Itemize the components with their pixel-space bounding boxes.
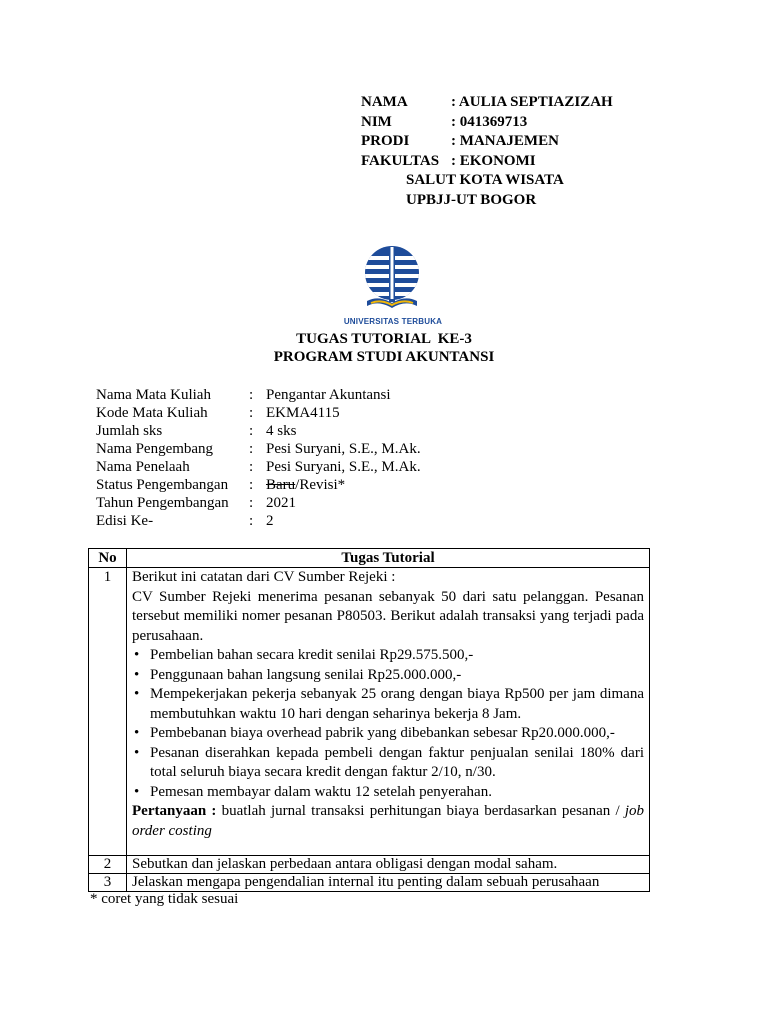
list-item: • Penggunaan bahan langsung senilai Rp25.000.000,- [132, 666, 644, 686]
program-title: PROGRAM STUDI AKUNTANSI [273, 349, 495, 365]
info-row [96, 440, 421, 458]
table-header-row [89, 549, 650, 568]
student-label: NAMA [361, 94, 408, 110]
course-info [96, 386, 421, 530]
info-row [96, 422, 421, 440]
student-label: FAKULTAS [361, 152, 440, 169]
task-table [88, 548, 650, 892]
tutorial-title: TUGAS TUTORIAL KE-3 [296, 331, 472, 347]
info-value: Pengantar Akuntansi [266, 387, 391, 403]
task-text: Sebutkan dan jelaskan perbedaan antara obligasi dengan modal saham. [127, 856, 650, 874]
student-row-fakultas [361, 152, 613, 172]
info-label: Status Pengembangan [96, 477, 229, 493]
info-value: Pesi Suryani, S.E., M.Ak. [266, 441, 421, 457]
task-intro: Berikut ini catatan dari CV Sumber Rejeki : [132, 569, 396, 585]
info-label: Nama Penelaah [96, 459, 190, 475]
question-text: buatlah jurnal transaksi perhitungan biaya berdasarkan pesanan / [216, 803, 625, 819]
student-label: PRODI [361, 133, 410, 149]
task-paragraph: CV Sumber Rejeki menerima pesanan sebanyak 50 dari satu pelanggan. Pesanan tersebut memiliki nomer pesanan P80503. Berikut adalah transaksi yang terjadi pada perusahaan. [132, 588, 644, 644]
info-colon: : [249, 513, 254, 529]
student-value: : EKONOMI [451, 152, 536, 169]
info-value: EKMA4115 [266, 405, 340, 421]
info-value: 4 sks [266, 423, 297, 439]
info-label: Kode Mata Kuliah [96, 405, 208, 421]
question [132, 802, 644, 841]
table-row [89, 568, 650, 856]
header-no: No [89, 549, 127, 568]
info-label: Nama Mata Kuliah [96, 387, 211, 403]
table-row [89, 874, 650, 892]
struck-value: Baru [266, 477, 296, 493]
info-colon: : [249, 495, 254, 511]
info-colon: : [249, 441, 254, 457]
info-row [96, 476, 421, 494]
question-label: Pertanyaan : [132, 803, 217, 819]
info-row [96, 494, 421, 512]
info-colon: : [249, 423, 254, 439]
list-item: • Pemesan membayar dalam waktu 12 setelah penyerahan. [132, 783, 644, 803]
upbjj-line: UPBJJ-UT BOGOR [406, 191, 537, 208]
task-text: Jelaskan mengapa pengendalian internal itu penting dalam sebuah perusahaan [127, 874, 650, 892]
task-number: 1 [89, 568, 127, 856]
info-colon: : [249, 459, 254, 475]
info-colon: : [249, 477, 254, 493]
info-row [96, 512, 421, 530]
logo-caption: UNIVERSITAS TERBUKA [343, 317, 443, 326]
list-item: • Pembebanan biaya overhead pabrik yang dibebankan sebesar Rp20.000.000,- [132, 724, 644, 744]
student-value: : AULIA SEPTIAZIZAH [451, 94, 613, 110]
info-value: 2 [266, 513, 274, 529]
info-value: 2021 [266, 495, 296, 511]
transaction-list [132, 646, 644, 802]
salut-line: SALUT KOTA WISATA [406, 172, 564, 188]
student-value: : 041369713 [451, 113, 528, 130]
list-item: • Mempekerjakan pekerja sebanyak 25 orang dengan biaya Rp500 per jam dimana membutuhkan waktu 10 hari dengan seharinya bekerja 8 Jam. [132, 685, 644, 724]
list-item: • Pembelian bahan secara kredit senilai Rp29.575.500,- [132, 646, 644, 666]
info-row [96, 458, 421, 476]
student-row-nim [361, 113, 613, 133]
task-number: 3 [89, 874, 127, 892]
info-row [96, 404, 421, 422]
table-row [89, 856, 650, 874]
header-task: Tugas Tutorial [127, 549, 650, 568]
task-body [127, 568, 650, 856]
info-colon: : [249, 405, 254, 421]
info-label: Jumlah sks [96, 423, 163, 439]
list-item: • Pesanan diserahkan kepada pembeli dengan faktur penjualan senilai 180% dari total seluruh biaya secara kredit dengan faktur 2/10, n/30. [132, 744, 644, 783]
footnote: * coret yang tidak sesuai [90, 891, 239, 907]
student-label: NIM [361, 113, 392, 130]
info-label: Nama Pengembang [96, 441, 214, 457]
student-value: : MANAJEMEN [451, 133, 559, 149]
info-row [96, 386, 421, 404]
info-value: Pesi Suryani, S.E., M.Ak. [266, 459, 421, 475]
student-row-nama [361, 93, 613, 113]
student-header [361, 93, 613, 210]
info-colon: : [249, 387, 254, 403]
info-label: Edisi Ke- [96, 513, 154, 529]
info-label: Tahun Pengembangan [96, 495, 229, 511]
task-number: 2 [89, 856, 127, 874]
student-row-prodi [361, 132, 613, 152]
info-value: /Revisi* [295, 477, 346, 493]
question-italic: job order costing [132, 803, 644, 839]
